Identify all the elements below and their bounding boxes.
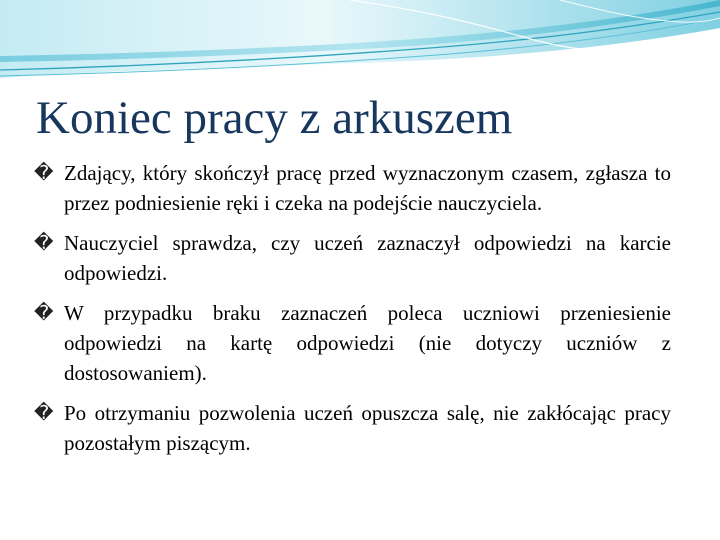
header-wave-decoration <box>0 0 720 82</box>
bullet-item <box>34 158 671 218</box>
bullet-marker-icon: � <box>34 402 54 424</box>
bullet-item <box>34 228 671 288</box>
bullet-text: W przypadku braku zaznaczeń poleca uczniowi przeniesienie odpowiedzi na kartę odpowiedzi (nie dotyczy uczniów z dostosowaniem). <box>64 301 671 385</box>
bullet-marker-icon: � <box>34 232 54 254</box>
bullet-item <box>34 398 671 458</box>
bullet-marker-icon: � <box>34 302 54 324</box>
bullet-text: Po otrzymaniu pozwolenia uczeń opuszcza salę, nie zakłócając pracy pozostałym piszącym. <box>64 401 671 455</box>
bullet-item <box>34 298 671 388</box>
bullet-text: Zdający, który skończył pracę przed wyznaczonym czasem, zgłasza to przez podniesienie ręki i czeka na podejście nauczyciela. <box>64 161 671 215</box>
bullet-list <box>34 158 671 468</box>
slide-title: Koniec pracy z arkuszem <box>36 92 513 144</box>
bullet-marker-icon: � <box>34 162 54 184</box>
bullet-text: Nauczyciel sprawdza, czy uczeń zaznaczył odpowiedzi na karcie odpowiedzi. <box>64 231 671 285</box>
